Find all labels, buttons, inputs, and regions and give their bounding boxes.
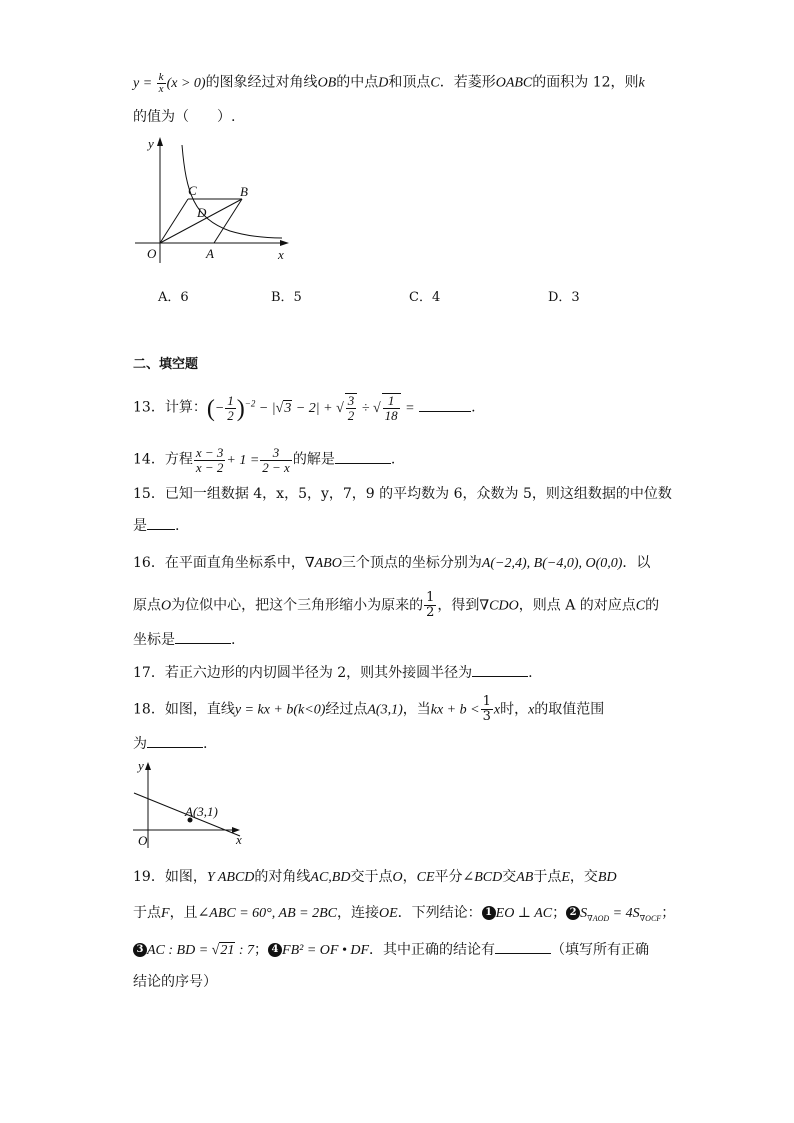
q19-answer-blank[interactable] (495, 939, 551, 954)
q12-label-b: B (240, 184, 248, 199)
conclusion-2-marker: 2 (566, 906, 580, 920)
q19-line1: 19．如图，Y ABCD的对角线AC,BD交于点O，CE平分∠BCD交AB于点E，交BD (133, 869, 617, 885)
conclusion-3-marker: 3 (133, 943, 147, 957)
q15-answer-blank[interactable] (147, 515, 175, 530)
section-title: 二、填空题 (133, 357, 199, 372)
q13-answer-blank[interactable] (419, 397, 471, 412)
q18-label-x: x (236, 832, 242, 847)
q17-answer-blank[interactable] (472, 662, 528, 677)
q12-choice-b[interactable]: B．5 (271, 290, 302, 305)
q12-label-o: O (147, 246, 157, 261)
q12-label-x: x (278, 247, 284, 262)
q12-label-a: A (206, 246, 214, 261)
q16-answer-blank[interactable] (175, 629, 231, 644)
q17: 17．若正六边形的内切圆半径为 2，则其外接圆半径为 . (133, 662, 533, 683)
q15-line2: 是 . (133, 515, 179, 536)
q12-label-y: y (148, 136, 154, 151)
q18-label-o: O (138, 833, 148, 848)
q12-choice-c[interactable]: C．4 (409, 290, 441, 305)
q12-line1: y = $\frac{k}{x}$ (x > 0)的图象经过对角线OB的中点D和顶点C．若菱形OABC的面积为 12，则k (133, 71, 645, 95)
q18-label-y: y (138, 758, 144, 773)
conclusion-1-marker: 1 (482, 906, 496, 920)
q16-line2: 原点O为位似中心，把这个三角形缩小为原来的 $\frac{1}{2}$ ，得到∇CDO，则点 A 的对应点C的 (133, 590, 660, 620)
q12-choice-a[interactable]: A．6 (158, 290, 189, 305)
q19-line3: 3 AC : BD = √21 : 7； 4 FB² = OF • DF．其中正确的结论有 （填写所有正确 (133, 939, 649, 961)
q15-line1: 15．已知一组数据 4，x，5，y，7，9 的平均数为 6，众数为 5，则这组数据的中位数 (133, 486, 672, 502)
q18-label-a: A(3,1) (185, 804, 218, 819)
q12-func: y = $\frac{k}{x}$ (x > 0) (133, 71, 206, 95)
q18-answer-blank[interactable] (147, 733, 203, 748)
q12-figure (130, 133, 300, 268)
q18-line2: 为 . (133, 733, 207, 754)
q19-line2: 于点F，且∠ABC = 60°, AB = 2BC，连接OE．下列结论： 1 EO ⊥ AC； 2 $S_{\nabla AOD} = 4S_{\nabla OCF}$； (133, 905, 676, 923)
q14-answer-blank[interactable] (335, 449, 391, 464)
q18-line1: 18．如图，直线y = kx + b(k<0)经过点A(3,1)，当kx + b < $\frac{1}{3}$ x时，x的取值范围 (133, 694, 605, 724)
q16-line3: 坐标是 . (133, 629, 235, 650)
q12-label-d: D (197, 205, 207, 220)
q19-line4: 结论的序号） (133, 974, 217, 990)
q16-line1: 16．在平面直角坐标系中，∇ABO三个顶点的坐标分别为A(−2,4), B(−4,0), O(0,0)．以 (133, 555, 651, 571)
q12-line2: 的值为（ ）. (133, 109, 236, 125)
q12-label-c: C (188, 183, 197, 198)
q18-figure (128, 756, 253, 851)
q14: 14．方程 $\frac{x - 3}{x - 2}$ + 1 = $\frac{3}{2 - x}$ 的解是 . (133, 445, 396, 475)
conclusion-4-marker: 4 (268, 943, 282, 957)
q13: 13．计算：(− $\frac{1}{2}$ )$^{-2}$ − |√3 − 2| + √ $\frac{3}{2}$ ÷ √ $\frac{1}{18}$ = . (133, 392, 476, 424)
q12-choice-d[interactable]: D．3 (548, 290, 580, 305)
